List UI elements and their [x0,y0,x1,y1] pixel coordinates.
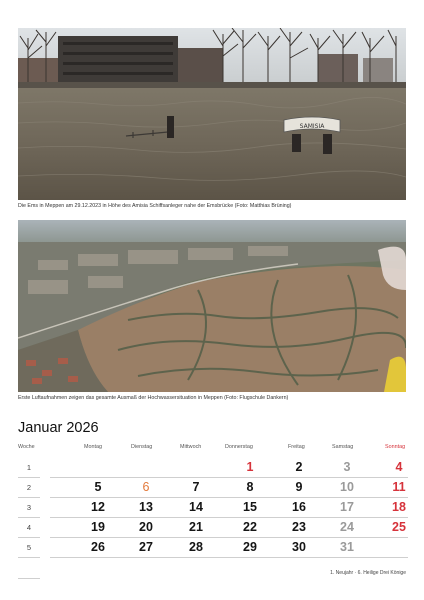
calendar-day[interactable]: 23 [292,520,306,534]
calendar-day[interactable]: 24 [340,520,354,534]
footer-divider [18,578,40,579]
calendar-day[interactable]: 26 [91,540,105,554]
header-sunday: Sonntag [385,444,406,450]
header-saturday: Samstag [332,444,354,450]
calendar-day[interactable]: 4 [395,460,403,474]
holiday-footnote: 1. Neujahr · 6. Heilige Drei Könige [330,570,406,576]
calendar-day[interactable]: 10 [340,480,354,494]
calendar-day[interactable]: 7 [192,480,200,494]
week-divider [18,557,40,558]
calendar-week-row [18,498,408,518]
row-divider [50,557,408,558]
calendar-day[interactable]: 22 [243,520,257,534]
calendar-day[interactable]: 2 [295,460,303,474]
calendar-day[interactable]: 31 [340,540,354,554]
header-friday: Freitag [288,444,305,450]
calendar-day[interactable]: 29 [243,540,257,554]
calendar-day[interactable]: 12 [91,500,105,514]
calendar-day[interactable]: 6 [142,480,150,494]
calendar-day[interactable]: 17 [340,500,354,514]
calendar-week-row [18,538,408,558]
header-week: Woche [18,444,35,450]
calendar-week-row [18,478,408,498]
calendar-day[interactable]: 5 [94,480,102,494]
calendar-day[interactable]: 30 [292,540,306,554]
calendar-week-row [18,518,408,538]
photo-flooded-river [18,28,406,200]
calendar-day[interactable]: 14 [189,500,203,514]
week-number: 4 [26,523,32,532]
calendar-day[interactable]: 15 [243,500,257,514]
calendar-day[interactable]: 21 [189,520,203,534]
calendar-day[interactable]: 20 [139,520,153,534]
calendar-day[interactable]: 16 [292,500,306,514]
header-monday: Montag [84,444,102,450]
week-number: 1 [26,463,32,472]
calendar-day[interactable]: 18 [392,500,406,514]
calendar-day[interactable]: 27 [139,540,153,554]
header-wednesday: Mittwoch [180,444,202,450]
photo-aerial-flood [18,220,406,392]
photo2-caption: Erste Luftaufnahmen zeigen das gesamte Ausmaß der Hochwassersituation in Meppen (Foto: Flugschule Dankern) [18,395,289,401]
calendar-week-row [18,458,408,478]
week-number: 3 [26,503,32,512]
week-number: 2 [26,483,32,492]
month-title: Januar 2026 [18,420,99,436]
header-tuesday: Dienstag [131,444,153,450]
calendar-day[interactable]: 25 [392,520,406,534]
calendar-day[interactable]: 1 [246,460,254,474]
calendar-day[interactable]: 11 [392,480,406,494]
calendar-day[interactable]: 13 [139,500,153,514]
header-thursday: Donnerstag [225,444,253,450]
photo1-caption: Die Ems in Meppen am 29.12.2023 in Höhe des Amisia Schiffsanleger nahe der Emsbrücke (Foto: Matthias Brüning) [18,203,292,209]
calendar-day[interactable]: 9 [295,480,303,494]
calendar-day[interactable]: 8 [246,480,254,494]
calendar-day[interactable]: 3 [343,460,351,474]
calendar-day[interactable]: 28 [189,540,203,554]
week-number: 5 [26,543,32,552]
amisia-sign: SAMISIA [299,123,325,130]
calendar-day[interactable]: 19 [91,520,105,534]
